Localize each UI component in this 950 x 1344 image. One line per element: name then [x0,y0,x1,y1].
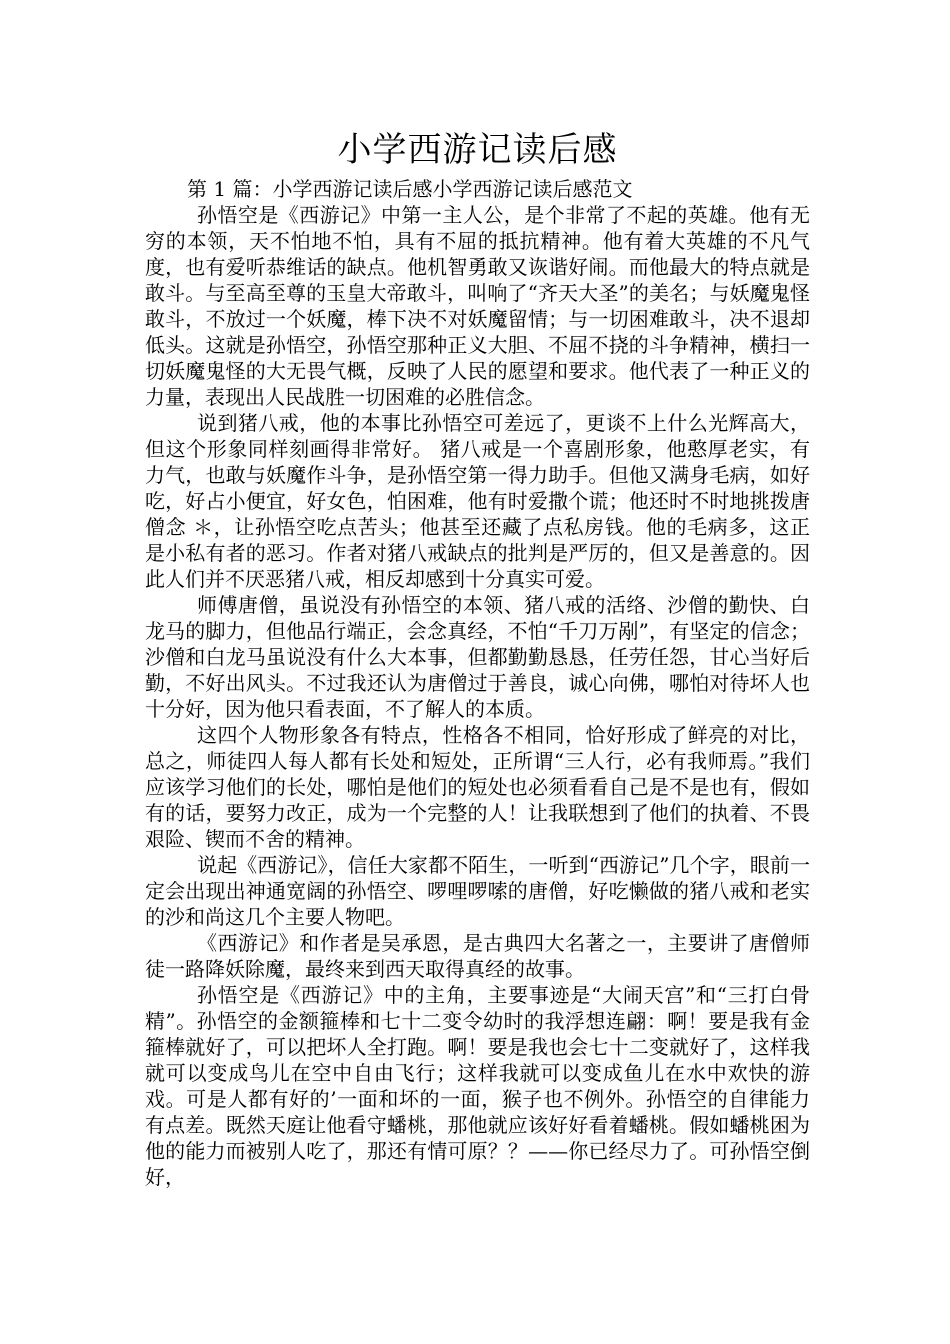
paragraph-journey-intro: 说起《西游记》，信任大家都不陌生，一听到“西游记”几个字，眼前一定会出现出神通宽阔的孙悟空、啰哩啰嗦的唐僧，好吃懒做的猪八戒和老实的沙和尚这几个主要人物吧。 [145,853,810,929]
document-body [145,128,810,1190]
paragraph-author: 《西游记》和作者是吴承恩，是古典四大名著之一，主要讲了唐僧师徒一路降妖除魔，最终来到西天取得真经的故事。 [145,931,810,981]
paragraph-sun-wukong: 孙悟空是《西游记》中第一主人公，是个非常了不起的英雄。他有无穷的本领，天不怕地不怕，具有不屈的抵抗精神。他有着大英雄的不凡气度，也有爱听恭维话的缺点。他机智勇敢又诙谐好闹。而他最大的特点就是敢斗。与至高至尊的玉皇大帝敢斗，叫响了“齐天大圣”的美名；与妖魔鬼怪敢斗，不放过一个妖魔，棒下决不对妖魔留情；与一切困难敢斗，决不退却低头。这就是孙悟空，孙悟空那种正义大胆、不屈不挠的斗争精神，横扫一切妖魔鬼怪的大无畏气概，反映了人民的愿望和要求。他代表了一种正义的力量，表现出人民战胜一切困难的必胜信念。 [145,203,810,409]
paragraph-four-characters: 这四个人物形象各有特点，性格各不相同，恰好形成了鲜亮的对比，总之，师徒四人每人都有长处和短处，正所谓“三人行，必有我师焉。”我们应该学习他们的长处，哪怕是他们的短处也必须看看自己是不是也有，假如有的话，要努力改正，成为一个完整的人！让我联想到了他们的执着、不畏艰险、锲而不舍的精神。 [145,723,810,851]
paragraph-tang-seng: 师傅唐僧，虽说没有孙悟空的本领、猪八戒的活络、沙僧的勤快、白龙马的脚力，但他品行端正，会念真经，不怕“千刀万剐”，有坚定的信念；沙僧和白龙马虽说没有什么大本事，但都勤勤恳恳，任劳任怨，甘心当好后勤，不好出风头。不过我还认为唐僧过于善良，诚心向佛，哪怕对待坏人也十分好，因为他只看表面，不了解人的本质。 [145,593,810,721]
document-subtitle: 第 1 篇：小学西游记读后感小学西游记读后感范文 [187,177,633,201]
paragraph-zhu-bajie: 说到猪八戒，他的本事比孙悟空可差远了，更谈不上什么光辉高大，但这个形象同样刻画得非常好。 猪八戒是一个喜剧形象，他憨厚老实，有力气，也敢与妖魔作斗争，是孙悟空第一得力助手。但他又满身毛病，如好吃，好占小便宜，好女色，怕困难，他有时爱撒个谎；他还时不时地挑拨唐僧念 ＊，让孙悟空吃点苦头；他甚至还藏了点私房钱。他的毛病多，这正是小私有者的恶习。作者对猪八戒缺点的批判是严厉的，但又是善意的。因此人们并不厌恶猪八戒，相反却感到十分真实可爱。 [145,411,810,591]
document-title: 小学西游记读后感 [337,130,618,170]
paragraph-protagonist: 孙悟空是《西游记》中的主角，主要事迹是“大闹天宫”和“三打白骨精”。孙悟空的金额箍棒和七十二变令幼时的我浮想连翩：啊！要是我有金箍棒就好了，可以把坏人全打跑。啊！要是我也会七十二变就好了，这样我就可以变成鸟儿在空中自由飞行；这样我就可以变成鱼儿在水中欢快的游戏。可是人都有好的’一面和坏的一面，猴子也不例外。孙悟空的自律能力有点差。既然天庭让他看守蟠桃，那他就应该好好看着蟠桃。假如蟠桃困为他的能力而被别人吃了，那还有情可原？？——你已经尽力了。可孙悟空倒好， [145,983,810,1189]
